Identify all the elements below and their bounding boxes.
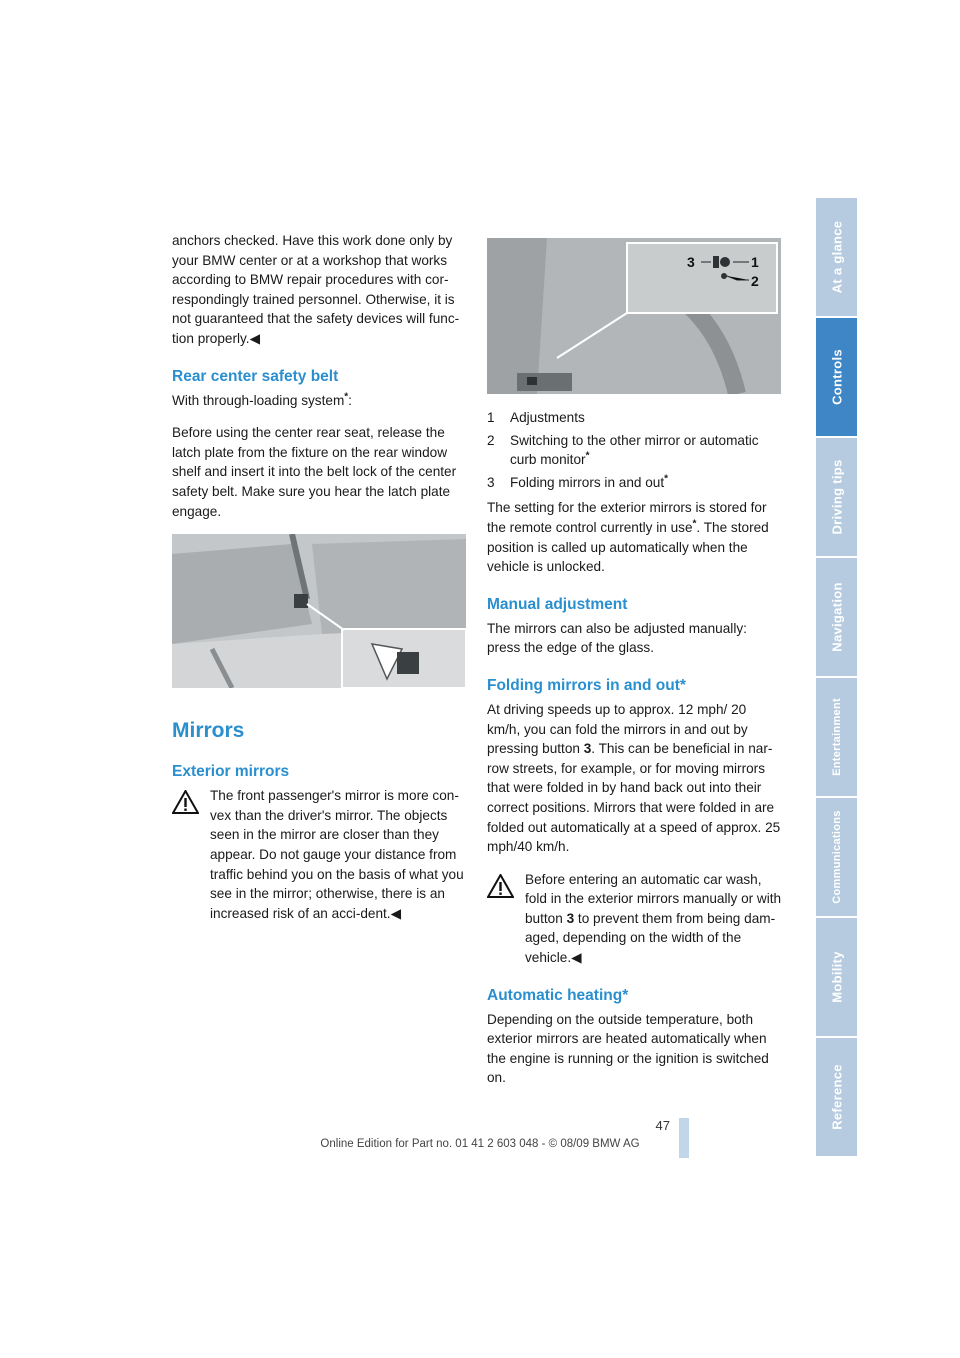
automatic-heating-heading: Automatic heating* xyxy=(487,986,629,1004)
rear-belt-body: Before using the center rear seat, release the latch plate from the fixture on the rear window shelf and insert it into the belt lock of the center safety belt. Make sure you hear the latch plate engage. xyxy=(172,425,457,519)
tab-at-a-glance[interactable]: At a glance xyxy=(816,198,857,316)
page-number: 47 xyxy=(655,1118,670,1133)
chapter-tabs xyxy=(816,198,857,1158)
right-column xyxy=(487,238,782,1101)
asterisk: * xyxy=(344,391,349,403)
car-wash-warning xyxy=(487,870,782,968)
intro-paragraph: anchors checked. Have this work done only by your BMW center or at a workshop that works according to BMW repair procedures with cor-respondingly trained personnel. Otherwise, it is not guaranteed that the safety devices will func-tion properly.◀ xyxy=(172,233,460,346)
automatic-heating-body: Depending on the outside temperature, both exterior mirrors are heated automatically when the engine is running or the ignition is switched on. xyxy=(487,1011,769,1086)
mirror-switch-photo xyxy=(487,238,781,394)
rear-belt-heading: Rear center safety belt xyxy=(172,367,339,385)
rear-belt-with: With through-loading system*: xyxy=(172,391,352,408)
tab-entertainment[interactable]: Entertainment xyxy=(816,678,857,796)
tab-reference[interactable]: Reference xyxy=(816,1038,857,1156)
list-item: 2 Switching to the other mirror or automatic curb monitor* xyxy=(487,432,759,468)
mirror-switch-illustration xyxy=(487,238,781,394)
tab-controls[interactable]: Controls xyxy=(816,318,857,436)
asterisk: * xyxy=(692,518,697,530)
warning-icon xyxy=(172,790,199,814)
tab-communications[interactable]: Communications xyxy=(816,798,857,916)
exterior-mirror-warning xyxy=(172,786,467,923)
figure-label-2: 2 xyxy=(751,273,759,289)
figure-label-3: 3 xyxy=(687,254,695,270)
tab-driving-tips[interactable]: Driving tips xyxy=(816,438,857,556)
left-column xyxy=(172,231,467,923)
tab-navigation[interactable]: Navigation xyxy=(816,558,857,676)
list-item: 1 Adjustments xyxy=(487,410,585,425)
manual-adjustment-heading: Manual adjustment xyxy=(487,595,628,613)
footer-text: Online Edition for Part no. 01 41 2 603 048 - © 08/09 BMW AG xyxy=(320,1138,640,1150)
warning-text: Before entering an automatic car wash, fold in the exterior mirrors manually or with button 3 to prevent them from being dam-aged, depending on the width of the vehicle.◀ xyxy=(525,871,782,966)
stored-setting-paragraph: The setting for the exterior mirrors is stored for the remote control currently in use*. The stored position is called up automatically when the vehicle is unlocked. xyxy=(487,500,769,575)
manual-adjustment-body: The mirrors can also be adjusted manually: press the edge of the glass. xyxy=(487,620,747,656)
rear-seat-illustration xyxy=(172,534,466,688)
exterior-mirrors-heading: Exterior mirrors xyxy=(172,763,290,781)
warning-text: The front passenger's mirror is more con-vex than the driver's mirror. The objects seen in the mirror are closer than they appear. Do not gauge your distance from traffic behind you on the basis of what you see in the mirror; otherwise, there is an increased risk of an acci-dent.◀ xyxy=(210,788,464,921)
figure-label-1: 1 xyxy=(751,254,759,270)
warning-icon xyxy=(487,874,514,898)
tab-mobility[interactable]: Mobility xyxy=(816,918,857,1036)
asterisk: * xyxy=(585,450,590,462)
asterisk: * xyxy=(664,473,669,485)
list-item: 3 Folding mirrors in and out* xyxy=(487,473,669,490)
mirrors-heading: Mirrors xyxy=(172,719,245,743)
label-list xyxy=(487,408,782,492)
folding-mirrors-body: At driving speeds up to approx. 12 mph/ 20 km/h, you can fold the mirrors in and out by pressing button 3. This can be beneficial in nar-row streets, for example, or for moving mirrors that were folded in by hand back out into their correct positions. Mirrors that were folded in are folded out automatically at a speed of approx. 25 mph/40 km/h. xyxy=(487,701,781,855)
rear-seat-belt-photo xyxy=(172,534,466,688)
folding-mirrors-heading: Folding mirrors in and out* xyxy=(487,676,686,694)
